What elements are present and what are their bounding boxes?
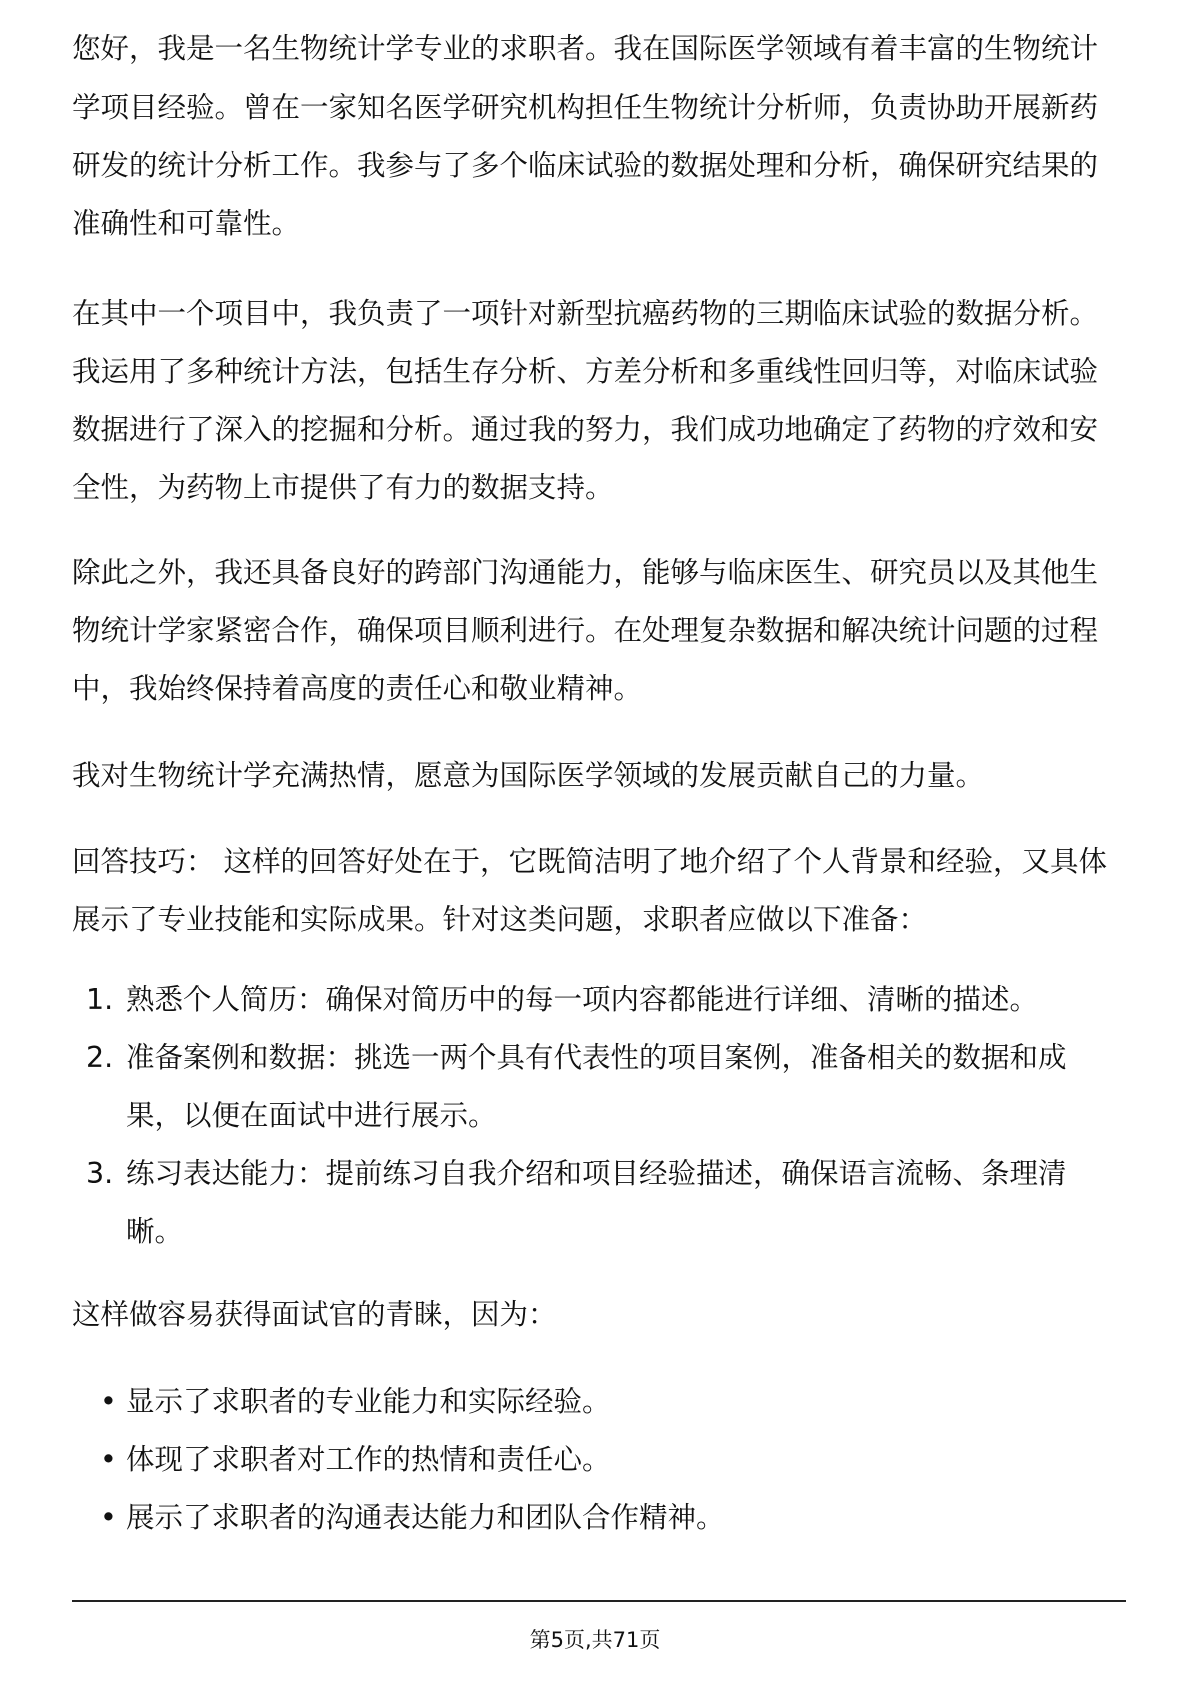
bullet-icon: •	[100, 1501, 117, 1534]
text-line: 全性，为药物上市提供了有力的数据支持。	[72, 471, 614, 504]
text-line: 回答技巧： 这样的回答好处在于，它既简洁明了地介绍了个人背景和经验，又具体	[72, 845, 1108, 878]
text-line: 显示了求职者的专业能力和实际经验。	[126, 1385, 611, 1418]
reason-intro	[72, 1286, 1132, 1344]
text-line: 展示了求职者的沟通表达能力和团队合作精神。	[126, 1501, 725, 1534]
text-line: 在其中一个项目中，我负责了一项针对新型抗癌药物的三期临床试验的数据分析。	[72, 297, 1099, 330]
text-line: 晰。	[126, 1215, 184, 1248]
clipped-intro-line	[0, 0, 1190, 65]
text-line: 果，以便在面试中进行展示。	[126, 1099, 497, 1132]
list-item	[72, 1431, 1132, 1489]
list-item	[72, 1489, 1132, 1547]
text-line: 体现了求职者对工作的热情和责任心。	[126, 1443, 611, 1476]
paragraph-communication	[72, 544, 1132, 718]
list-number: 3.	[86, 1157, 114, 1190]
paragraph-passion	[72, 747, 1132, 805]
page-number: 第5页,共71页	[529, 1628, 661, 1652]
text-line: 我对生物统计学充满热情，愿意为国际医学领域的发展贡献自己的力量。	[72, 759, 985, 792]
footer-divider	[72, 1600, 1126, 1602]
intro-partial-text: 您好，我是一名生物统计学专业的求职者。我在国际医学领域有着丰富的生物统计	[72, 32, 1099, 65]
list-item	[72, 1145, 1132, 1261]
text-line: 研发的统计分析工作。我参与了多个临床试验的数据处理和分析，确保研究结果的	[72, 149, 1099, 182]
text-line: 展示了专业技能和实际成果。针对这类问题，求职者应做以下准备：	[72, 903, 928, 936]
text-line: 学项目经验。曾在一家知名医学研究机构担任生物统计分析师，负责协助开展新药	[72, 91, 1099, 124]
text-line: 练习表达能力：提前练习自我介绍和项目经验描述，确保语言流畅、条理清	[126, 1157, 1067, 1190]
bullet-icon: •	[100, 1385, 117, 1418]
list-item	[72, 1373, 1132, 1431]
text-line: 中，我始终保持着高度的责任心和敬业精神。	[72, 672, 643, 705]
text-line: 数据进行了深入的挖掘和分析。通过我的努力，我们成功地确定了药物的疗效和安	[72, 413, 1099, 446]
text-line: 这样做容易获得面试官的青睐，因为：	[72, 1298, 557, 1331]
paragraph-tips-intro	[72, 833, 1132, 949]
list-number: 2.	[86, 1041, 114, 1074]
list-number: 1.	[86, 983, 114, 1016]
paragraph-experience	[72, 79, 1132, 253]
tips-list	[72, 971, 1132, 1261]
text-line: 准确性和可靠性。	[72, 207, 301, 240]
list-item	[72, 1029, 1132, 1145]
text-line: 除此之外，我还具备良好的跨部门沟通能力，能够与临床医生、研究员以及其他生	[72, 556, 1099, 589]
text-line: 物统计学家紧密合作，确保项目顺利进行。在处理复杂数据和解决统计问题的过程	[72, 614, 1099, 647]
reasons-list	[72, 1373, 1132, 1547]
text-line: 我运用了多种统计方法，包括生存分析、方差分析和多重线性回归等，对临床试验	[72, 355, 1099, 388]
text-line: 准备案例和数据：挑选一两个具有代表性的项目案例，准备相关的数据和成	[126, 1041, 1067, 1074]
list-item	[72, 971, 1132, 1029]
paragraph-project	[72, 285, 1132, 517]
text-line: 熟悉个人简历：确保对简历中的每一项内容都能进行详细、清晰的描述。	[126, 983, 1039, 1016]
bullet-icon: •	[100, 1443, 117, 1476]
